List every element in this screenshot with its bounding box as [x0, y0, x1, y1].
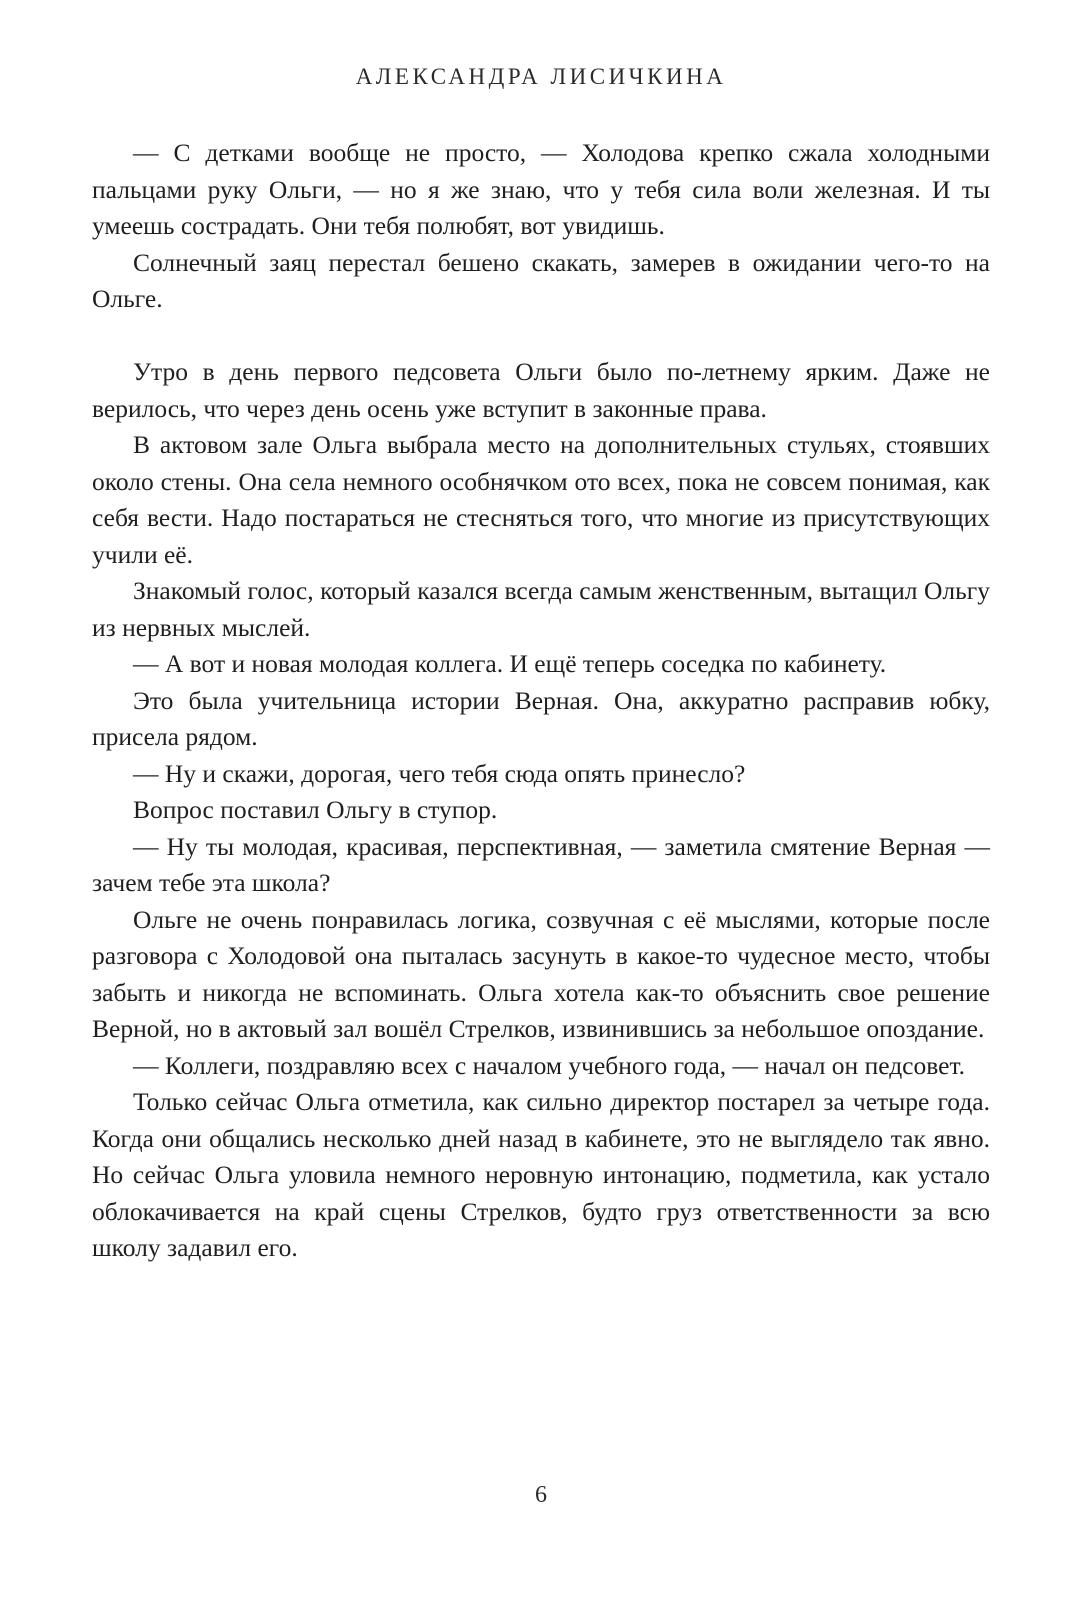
running-header-author: АЛЕКСАНДРА ЛИСИЧКИНА	[355, 64, 727, 89]
paragraph-section-start: Утро в день первого педсовета Ольги было по-летнему ярким. Даже не верилось, что через день осень уже вступит в законные права.	[92, 357, 990, 423]
paragraph: Это была учительница истории Верная. Она, аккуратно расправив юбку, присела рядом.	[92, 685, 990, 751]
paragraph: — А вот и новая молодая коллега. И ещё теперь соседка по кабинету.	[133, 649, 887, 678]
paragraph: — Ну ты молодая, красивая, перспективная, — заметила смятение Верная — зачем тебе эта школа?	[92, 831, 990, 897]
paragraph: В актовом зале Ольга выбрала место на дополнительных стульях, стоявших около стены. Она села немного особнячком ото всех, пока не совсем понимая, как себя вести. Надо постараться не стесняться того, что многие из присутствующих учили её.	[92, 430, 990, 569]
paragraph: Ольге не очень понравилась логика, созвучная с её мыслями, которые после разговора с Холодовой она пыталась засунуть в какое-то чудесное место, чтобы забыть и никогда не вспоминать. Ольга хотела как-то объяснить свое решение Верной, но в актовый зал вошёл Стрелков, извинившись за небольшое опоздание.	[92, 904, 990, 1043]
paragraph: — Ну и скажи, дорогая, чего тебя сюда опять принесло?	[133, 758, 746, 788]
paragraph: Вопрос поставил Ольгу в ступор.	[133, 795, 498, 824]
paragraph: Знакомый голос, который казался всегда самым женственным, вытащил Ольгу из нервных мыслей.	[92, 576, 990, 642]
paragraph: Только сейчас Ольга отметила, как сильно директор постарел за четыре года. Когда они общались несколько дней назад в кабинете, это не выглядело так явно. Но сейчас Ольга уловила немного неровную интонацию, подметила, как устало облокачивается на край сцены Стрелков, будто груз ответственности за всю школу задавил его.	[92, 1087, 990, 1262]
body-text	[92, 135, 990, 1267]
paragraph: — Коллеги, поздравляю всех с началом учебного года, — начал он педсовет.	[133, 1050, 966, 1080]
paragraph: — С детками вообще не просто, — Холодова крепко сжала холодными пальцами руку Ольги, — но я же знаю, что у тебя сила воли железная. И ты умеешь сострадать. Они тебя полюбят, вот увидишь.	[92, 138, 990, 240]
page-number: 6	[535, 1482, 547, 1508]
paragraph: Солнечный заяц перестал бешено скакать, замерев в ожидании чего-то на Ольге.	[92, 247, 990, 313]
